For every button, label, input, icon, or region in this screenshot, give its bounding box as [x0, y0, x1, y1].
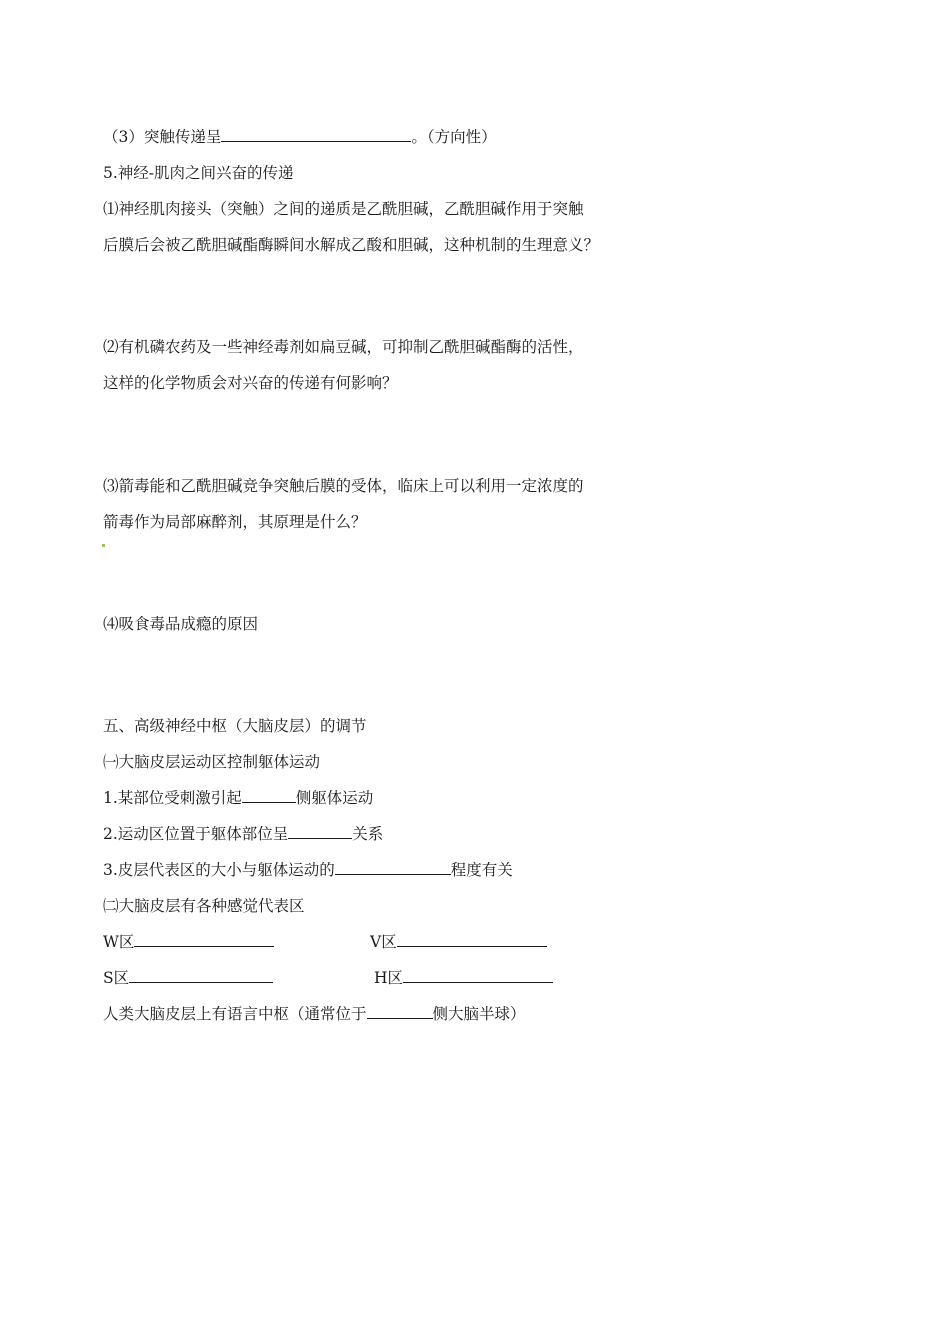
q1-text-line2: 后膜后会被乙酰胆碱酯酶瞬间水解成乙酸和胆碱，这种机制的生理意义？ [103, 236, 600, 254]
q3-blank[interactable] [221, 127, 411, 142]
language-center-suffix: 侧大脑半球） [432, 1005, 526, 1023]
q4-text: ⑷吸食毒品成瘾的原因 [103, 615, 259, 633]
item-3-blank[interactable] [335, 860, 451, 875]
s-area-label: S区 [103, 969, 130, 987]
item-2-blank[interactable] [288, 824, 352, 839]
w-area-label: W区 [103, 933, 135, 951]
w-area-blank[interactable] [134, 932, 274, 947]
item-2-suffix: 关系 [352, 825, 384, 843]
v-area-blank[interactable] [397, 932, 547, 947]
h-area-blank[interactable] [403, 968, 553, 983]
v-area-line [370, 932, 547, 952]
marker-dot [102, 544, 105, 547]
item-1-line [103, 788, 373, 808]
item-2-text: 2.运动区位置于躯体部位呈 [103, 825, 289, 843]
item-2-line [103, 824, 383, 844]
item-1-suffix: 侧躯体运动 [295, 789, 374, 807]
item-1-blank[interactable] [242, 788, 296, 803]
s-area-line [103, 968, 273, 988]
subsection-1-title: ㈠大脑皮层运动区控制躯体运动 [103, 753, 321, 771]
section-five-title: 五、高级神经中枢（大脑皮层）的调节 [103, 717, 367, 735]
item-3-suffix: 程度有关 [450, 861, 513, 879]
v-area-label: V区 [370, 933, 397, 951]
item-3-text: 3.皮层代表区的大小与躯体运动的 [103, 861, 335, 879]
q3-text-line2: 箭毒作为局部麻醉剂，其原理是什么？ [103, 513, 367, 531]
language-center-line [103, 1004, 526, 1024]
q3-direction-line [103, 127, 497, 147]
h-area-label: H区 [374, 969, 404, 987]
q2-text-line2: 这样的化学物质会对兴奋的传递有何影响？ [103, 374, 398, 392]
q2-text-line1: ⑵有机磷农药及一些神经毒剂如扁豆碱，可抑制乙酰胆碱酯酶的活性， [103, 338, 584, 356]
q3-text-line1: ⑶箭毒能和乙酰胆碱竞争突触后膜的受体，临床上可以利用一定浓度的 [103, 477, 584, 495]
language-center-text: 人类大脑皮层上有语言中枢（通常位于 [103, 1005, 367, 1023]
language-center-blank[interactable] [367, 1004, 433, 1019]
q1-text-line1: ⑴神经肌肉接头（突触）之间的递质是乙酰胆碱，乙酰胆碱作用于突触 [103, 200, 584, 218]
q3-text: （3）突触传递呈 [103, 128, 222, 146]
section-5-title: 5.神经-肌肉之间兴奋的传递 [103, 164, 294, 182]
w-area-line [103, 932, 274, 952]
item-3-line [103, 860, 513, 880]
h-area-line [374, 968, 553, 988]
s-area-blank[interactable] [129, 968, 273, 983]
subsection-2-title: ㈡大脑皮层有各种感觉代表区 [103, 897, 305, 915]
item-1-text: 1.某部位受刺激引起 [103, 789, 242, 807]
q3-suffix: 。（方向性） [411, 128, 497, 146]
